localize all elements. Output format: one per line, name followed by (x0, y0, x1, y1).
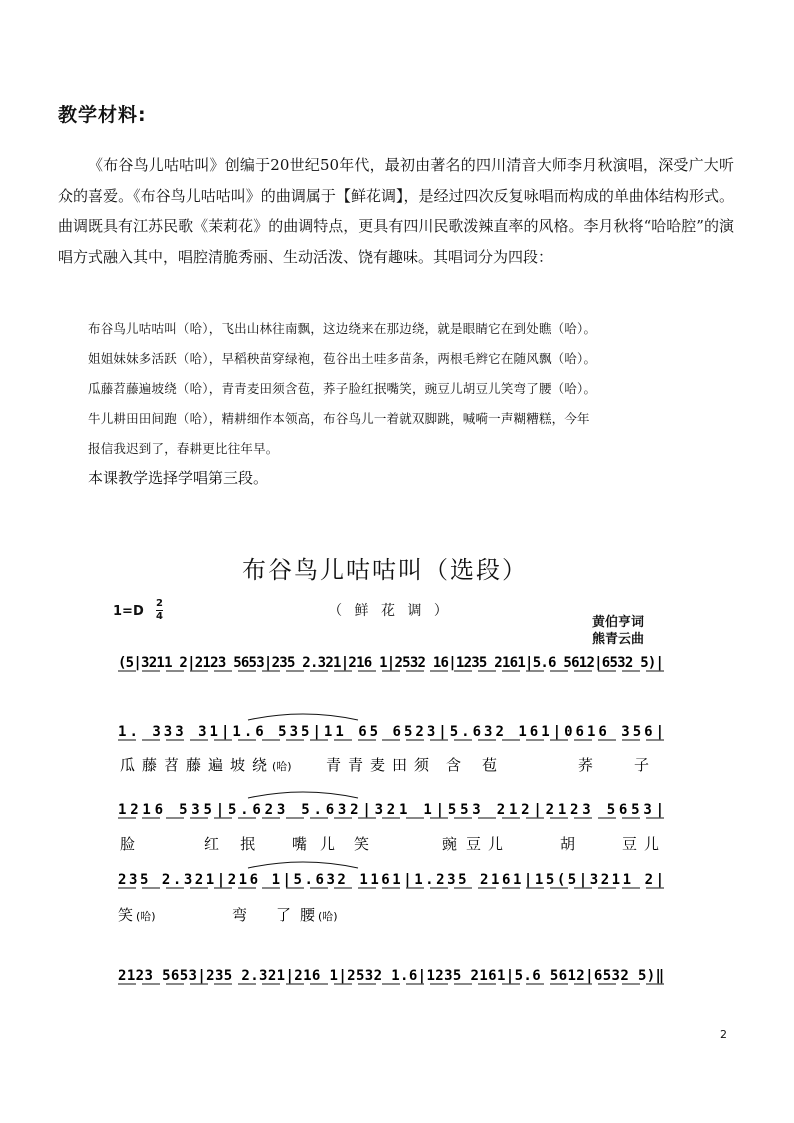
lyric-syllable: 了 (276, 906, 292, 924)
lyric-line: 瓜藤苕藤遍坡绕（哈），青青麦田须含苞，荞子脸红抿嘴笑，豌豆儿胡豆儿笑弯了腰（哈）。 (88, 381, 597, 396)
page-number: 2 (720, 1028, 727, 1041)
notation-line: (5|3211 2|2123 5653|235 2.321|216 1|2532 16|1235 2161|5.6 5612|6532 5)| (118, 655, 664, 671)
lyric-line: 布谷鸟儿咕咕叫（哈），飞出山林往南飘，这边绕来在那边绕，就是眼睛它在到处瞧（哈）。 (88, 321, 597, 336)
composer-credit: 熊青云曲 (592, 632, 645, 647)
lyric-line: 牛儿耕田田间跑（哈），精耕细作本领高，布谷鸟儿一着就双脚跳，喊嗬一声糊糟糕，今年 (88, 411, 590, 426)
time-signature-bottom: 4 (156, 611, 163, 622)
key-signature: 1=D (113, 604, 144, 619)
lyric-syllable: 藤 (142, 756, 158, 774)
lyric-syllable: 胡 (560, 835, 576, 853)
lyric-syllable: 遍 (208, 756, 224, 774)
lyric-syllable: 绕 (252, 756, 268, 774)
notation-line: 1. 333 31|1.6 535|11 65 6523|5.632 161|0616 356| (118, 724, 664, 740)
lyricist-credit: 黄伯亨词 (592, 615, 645, 630)
lyric-syllable: 豌 (442, 835, 458, 853)
intro-paragraph: 《布谷鸟儿咕咕叫》创编于20世纪50年代，最初由著名的四川清音大师李月秋演唱，深受广大听众的喜爱。《布谷鸟儿咕咕叫》的曲调属于【鲜花调】，是经过四次反复咏唱而构成的单曲体结构形式。曲调既具有江苏民歌《茉莉花》的曲调特点，更具有四川民歌泼辣直率的风格。李月秋将“哈哈腔”的演唱方式融入其中，唱腔清脆秀丽、生动活泼、饶有趣味。其唱词分为四段： (58, 156, 734, 266)
notation-line: 2123 5653|235 2.321|216 1|2532 1.6|1235 2161|5.6 5612|6532 5)‖ (118, 968, 664, 984)
lyric-syllable: 含 (446, 756, 462, 774)
lyric-syllable: 青 (348, 756, 364, 774)
lyric-syllable: 嘴 (292, 835, 308, 853)
notation-line: 1216 535|5.623 5.632|321 1|553 212|2123 5653| (118, 802, 665, 818)
song-title: 布谷鸟儿咕咕叫（选段） (242, 556, 528, 584)
lyric-line: 报信我迟到了，春耕更比往年早。 (88, 441, 279, 456)
lyric-syllable: 笑 (354, 835, 370, 853)
lyrics-block (88, 314, 688, 464)
lyric-syllable: 坡 (230, 756, 246, 774)
lyric-syllable: 苕 (164, 756, 180, 774)
song-subtitle: （ 鲜 花 调 ） (328, 603, 452, 619)
lyric-line: 姐姐妹妹多活跃（哈），早稻秧苗穿绿袍，苞谷出土哇多苗条，两根毛辫它在随风飘（哈）。 (88, 351, 597, 366)
lyric-syllable: 儿 (320, 835, 336, 853)
lyric-syllable: 抿 (240, 835, 256, 853)
lyric-syllable: 苞 (482, 756, 498, 774)
lyric-syllable: 瓜 (120, 756, 136, 774)
lyric-syllable: 麦 (370, 756, 386, 774)
lyric-syllable: (哈) (136, 910, 156, 923)
lyric-syllable: 青 (326, 756, 342, 774)
time-signature-top: 2 (156, 598, 163, 609)
slur-arc (248, 862, 358, 868)
lyric-syllable: 脸 (120, 835, 136, 853)
lyric-syllable: 笑 (118, 906, 134, 924)
lyric-syllable: (哈) (272, 760, 292, 773)
lyric-syllable: 须 (414, 756, 430, 774)
lyric-syllable: 豆 (622, 835, 638, 853)
lyric-syllable: 弯 (232, 906, 248, 924)
lyric-syllable: 荞 (578, 756, 594, 774)
lyric-syllable: (哈) (318, 910, 338, 923)
slur-arc (248, 714, 358, 720)
lyric-syllable: 豆 (466, 835, 482, 853)
lyric-syllable: 儿 (488, 835, 504, 853)
jianpu-notation (0, 640, 794, 1020)
lyric-syllable: 腰 (300, 906, 316, 924)
lyric-syllable: 田 (392, 756, 408, 774)
lyric-syllable: 藤 (186, 756, 202, 774)
lyric-syllable: 儿 (644, 835, 660, 853)
section-heading: 教学材料: (58, 104, 147, 126)
lesson-note: 本课教学选择学唱第三段。 (88, 469, 269, 487)
slur-arc (248, 792, 358, 798)
notation-line: 235 2.321|216 1|5.632 1161|1.235 2161|15(5|3211 2| (118, 872, 665, 888)
lyric-syllable: 子 (634, 756, 650, 774)
lyric-syllable: 红 (204, 835, 220, 853)
time-signature (156, 599, 163, 622)
